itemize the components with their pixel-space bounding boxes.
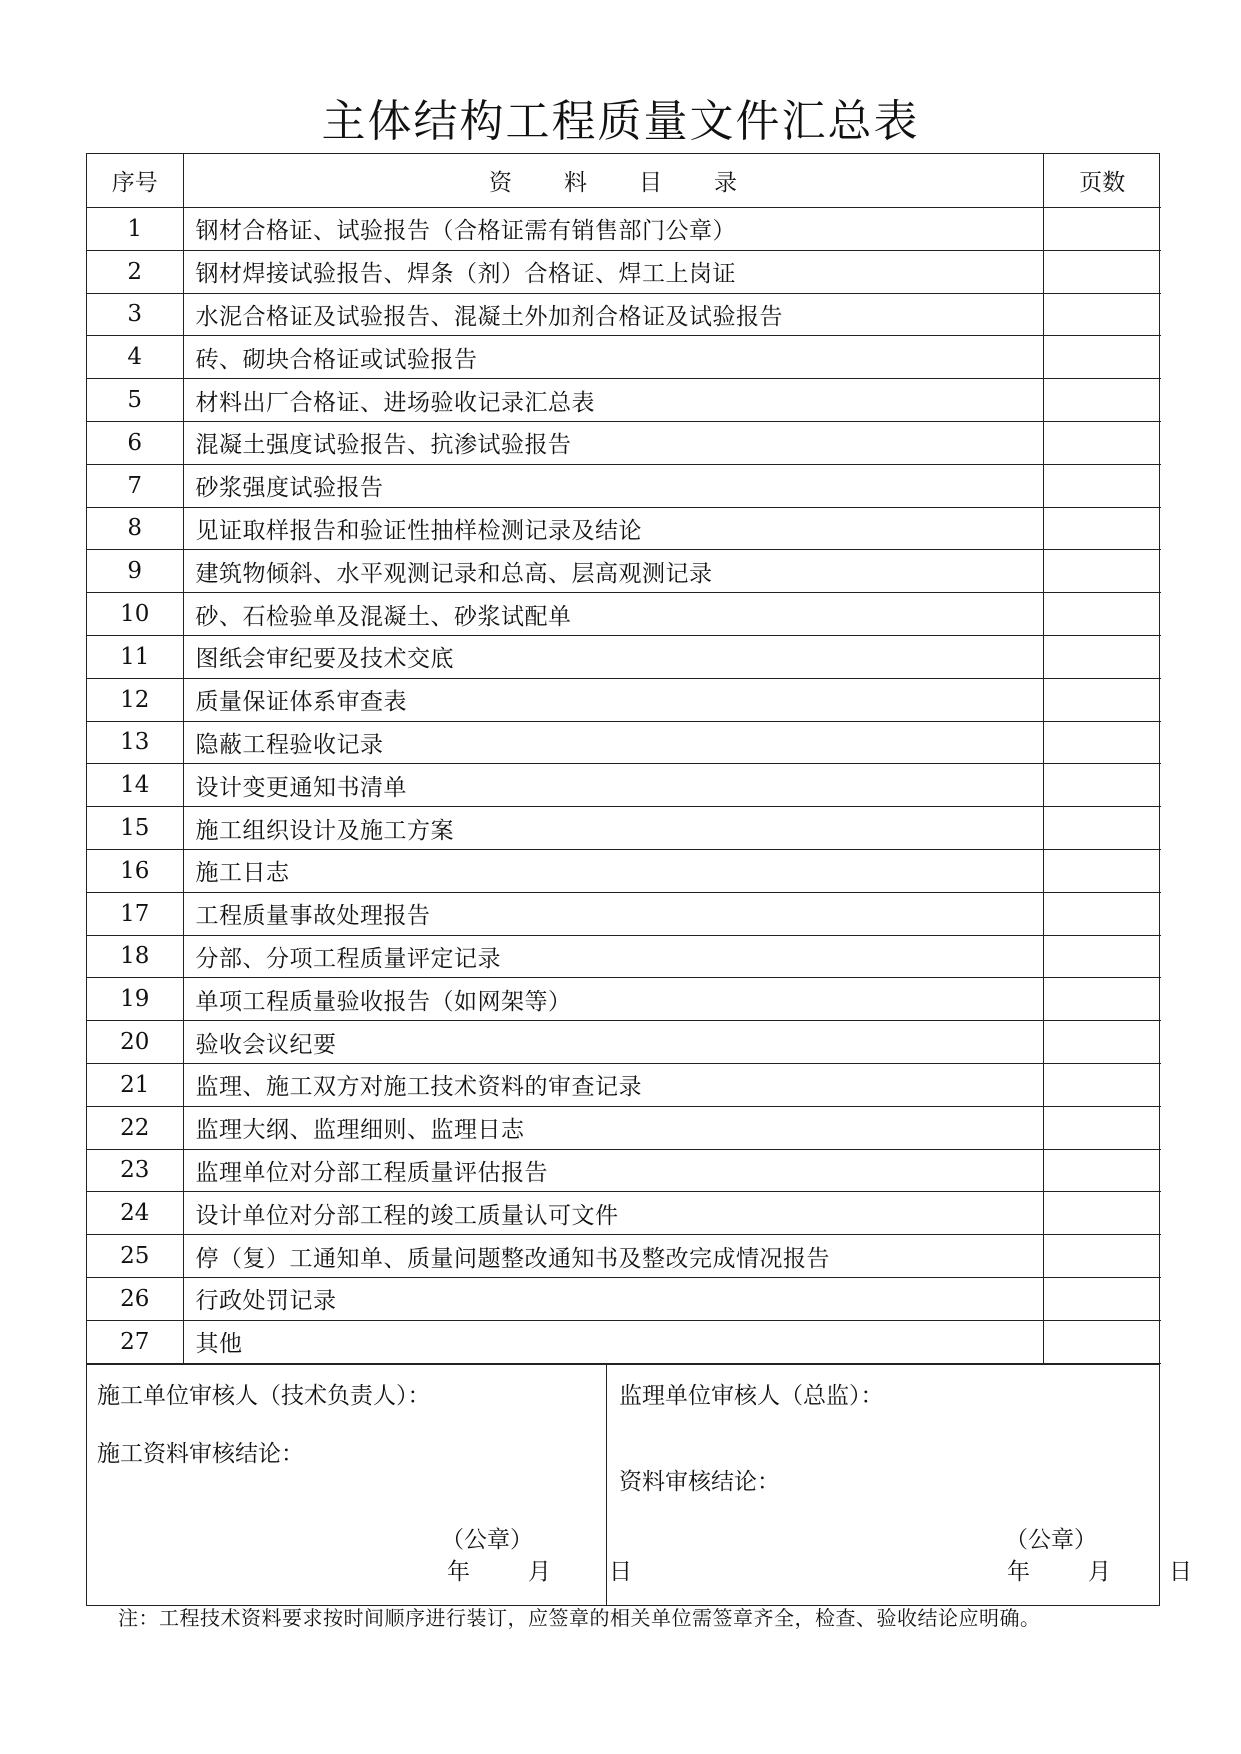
row-page-count xyxy=(1043,421,1161,464)
table-row xyxy=(87,721,1161,764)
row-page-count xyxy=(1043,1192,1161,1235)
row-document-item: 水泥合格证及试验报告、混凝土外加剂合格证及试验报告 xyxy=(183,293,1043,336)
table-row xyxy=(87,550,1161,593)
row-page-count xyxy=(1043,1021,1161,1064)
row-document-item: 分部、分项工程质量评定记录 xyxy=(183,935,1043,978)
page-title: 主体结构工程质量文件汇总表 xyxy=(321,96,920,147)
table-row xyxy=(87,250,1161,293)
row-serial-number: 2 xyxy=(87,250,183,293)
footnote: 注：工程技术资料要求按时间顺序进行装订，应签章的相关单位需签章齐全，检查、验收结论应明确。 xyxy=(118,1606,1041,1630)
table-row xyxy=(87,1320,1161,1363)
row-page-count xyxy=(1043,935,1161,978)
supervisor-date-label: 年 月 日 xyxy=(1007,1558,1196,1585)
contractor-date-label: 年 月 日 xyxy=(447,1558,636,1585)
row-document-item: 监理大纲、监理细则、监理日志 xyxy=(183,1106,1043,1149)
row-document-item: 停（复）工通知单、质量问题整改通知书及整改完成情况报告 xyxy=(183,1235,1043,1278)
row-page-count xyxy=(1043,678,1161,721)
row-page-count xyxy=(1043,550,1161,593)
table-row xyxy=(87,978,1161,1021)
row-serial-number: 21 xyxy=(87,1063,183,1106)
header-page-count: 页数 xyxy=(1043,154,1161,208)
table-row xyxy=(87,293,1161,336)
table-row xyxy=(87,849,1161,892)
table-row xyxy=(87,1235,1161,1278)
row-page-count xyxy=(1043,1235,1161,1278)
table-row xyxy=(87,336,1161,379)
header-serial-number: 序号 xyxy=(87,154,183,208)
contractor-reviewer-label: 施工单位审核人（技术负责人）： xyxy=(97,1382,431,1409)
signature-section xyxy=(87,1364,1196,1605)
row-document-item: 砂、石检验单及混凝土、砂浆试配单 xyxy=(183,593,1043,636)
row-serial-number: 22 xyxy=(87,1106,183,1149)
row-serial-number: 23 xyxy=(87,1149,183,1192)
row-serial-number: 8 xyxy=(87,507,183,550)
table-row xyxy=(87,1063,1161,1106)
table-row xyxy=(87,635,1161,678)
supervisor-signature-box xyxy=(607,1365,1196,1605)
row-document-item: 监理单位对分部工程质量评估报告 xyxy=(183,1149,1043,1192)
row-serial-number: 25 xyxy=(87,1235,183,1278)
row-serial-number: 20 xyxy=(87,1021,183,1064)
row-document-item: 行政处罚记录 xyxy=(183,1277,1043,1320)
table-header-row xyxy=(87,154,1161,208)
row-document-item: 见证取样报告和验证性抽样检测记录及结论 xyxy=(183,507,1043,550)
row-serial-number: 5 xyxy=(87,379,183,422)
row-document-item: 其他 xyxy=(183,1320,1043,1363)
row-document-item: 施工组织设计及施工方案 xyxy=(183,807,1043,850)
table-body xyxy=(87,208,1161,1364)
table-row xyxy=(87,1149,1161,1192)
row-page-count xyxy=(1043,764,1161,807)
table-row xyxy=(87,379,1161,422)
row-document-item: 砖、砌块合格证或试验报告 xyxy=(183,336,1043,379)
row-page-count xyxy=(1043,1149,1161,1192)
table-row xyxy=(87,892,1161,935)
row-page-count xyxy=(1043,721,1161,764)
row-page-count xyxy=(1043,208,1161,251)
row-serial-number: 17 xyxy=(87,892,183,935)
table-row xyxy=(87,764,1161,807)
row-document-item: 监理、施工双方对施工技术资料的审查记录 xyxy=(183,1063,1043,1106)
row-page-count xyxy=(1043,635,1161,678)
row-serial-number: 12 xyxy=(87,678,183,721)
row-serial-number: 27 xyxy=(87,1320,183,1363)
row-document-item: 施工日志 xyxy=(183,849,1043,892)
row-page-count xyxy=(1043,250,1161,293)
row-page-count xyxy=(1043,464,1161,507)
table-row xyxy=(87,464,1161,507)
row-document-item: 图纸会审纪要及技术交底 xyxy=(183,635,1043,678)
row-serial-number: 9 xyxy=(87,550,183,593)
supervisor-conclusion-label: 资料审核结论： xyxy=(619,1468,780,1495)
row-page-count xyxy=(1043,1320,1161,1363)
row-serial-number: 7 xyxy=(87,464,183,507)
row-serial-number: 1 xyxy=(87,208,183,251)
document-list-table xyxy=(87,154,1161,1364)
row-page-count xyxy=(1043,1063,1161,1106)
table-row xyxy=(87,421,1161,464)
contractor-conclusion-label: 施工资料审核结论： xyxy=(97,1440,304,1467)
table-row xyxy=(87,1192,1161,1235)
row-serial-number: 18 xyxy=(87,935,183,978)
row-serial-number: 10 xyxy=(87,593,183,636)
row-page-count xyxy=(1043,978,1161,1021)
contractor-seal-label: （公章） xyxy=(441,1526,533,1553)
row-document-item: 工程质量事故处理报告 xyxy=(183,892,1043,935)
row-serial-number: 24 xyxy=(87,1192,183,1235)
row-page-count xyxy=(1043,1106,1161,1149)
row-document-item: 材料出厂合格证、进场验收记录汇总表 xyxy=(183,379,1043,422)
supervisor-reviewer-label: 监理单位审核人（总监）： xyxy=(619,1382,884,1409)
summary-sheet xyxy=(86,153,1196,1606)
supervisor-seal-label: （公章） xyxy=(1005,1526,1097,1553)
row-page-count xyxy=(1043,593,1161,636)
row-page-count xyxy=(1043,507,1161,550)
row-page-count xyxy=(1043,849,1161,892)
contractor-signature-box xyxy=(87,1365,636,1605)
table-row xyxy=(87,935,1161,978)
row-serial-number: 6 xyxy=(87,421,183,464)
row-document-item: 设计变更通知书清单 xyxy=(183,764,1043,807)
row-serial-number: 3 xyxy=(87,293,183,336)
row-page-count xyxy=(1043,293,1161,336)
table-row xyxy=(87,678,1161,721)
row-document-item: 砂浆强度试验报告 xyxy=(183,464,1043,507)
row-page-count xyxy=(1043,892,1161,935)
row-serial-number: 19 xyxy=(87,978,183,1021)
row-serial-number: 4 xyxy=(87,336,183,379)
row-page-count xyxy=(1043,336,1161,379)
row-serial-number: 16 xyxy=(87,849,183,892)
row-document-item: 隐蔽工程验收记录 xyxy=(183,721,1043,764)
table-row xyxy=(87,593,1161,636)
row-page-count xyxy=(1043,1277,1161,1320)
table-row xyxy=(87,208,1161,251)
row-document-item: 混凝土强度试验报告、抗渗试验报告 xyxy=(183,421,1043,464)
row-page-count xyxy=(1043,807,1161,850)
table-row xyxy=(87,1277,1161,1320)
row-serial-number: 15 xyxy=(87,807,183,850)
table-row xyxy=(87,507,1161,550)
table-row xyxy=(87,1106,1161,1149)
row-document-item: 建筑物倾斜、水平观测记录和总高、层高观测记录 xyxy=(183,550,1043,593)
row-page-count xyxy=(1043,379,1161,422)
row-document-item: 单项工程质量验收报告（如网架等） xyxy=(183,978,1043,1021)
row-serial-number: 11 xyxy=(87,635,183,678)
table-row xyxy=(87,1021,1161,1064)
row-document-item: 设计单位对分部工程的竣工质量认可文件 xyxy=(183,1192,1043,1235)
row-document-item: 钢材焊接试验报告、焊条（剂）合格证、焊工上岗证 xyxy=(183,250,1043,293)
row-document-item: 验收会议纪要 xyxy=(183,1021,1043,1064)
table-row xyxy=(87,807,1161,850)
header-document-catalog: 资料目录 xyxy=(183,154,1043,208)
row-serial-number: 13 xyxy=(87,721,183,764)
row-document-item: 钢材合格证、试验报告（合格证需有销售部门公章） xyxy=(183,208,1043,251)
row-serial-number: 14 xyxy=(87,764,183,807)
row-document-item: 质量保证体系审查表 xyxy=(183,678,1043,721)
row-serial-number: 26 xyxy=(87,1277,183,1320)
